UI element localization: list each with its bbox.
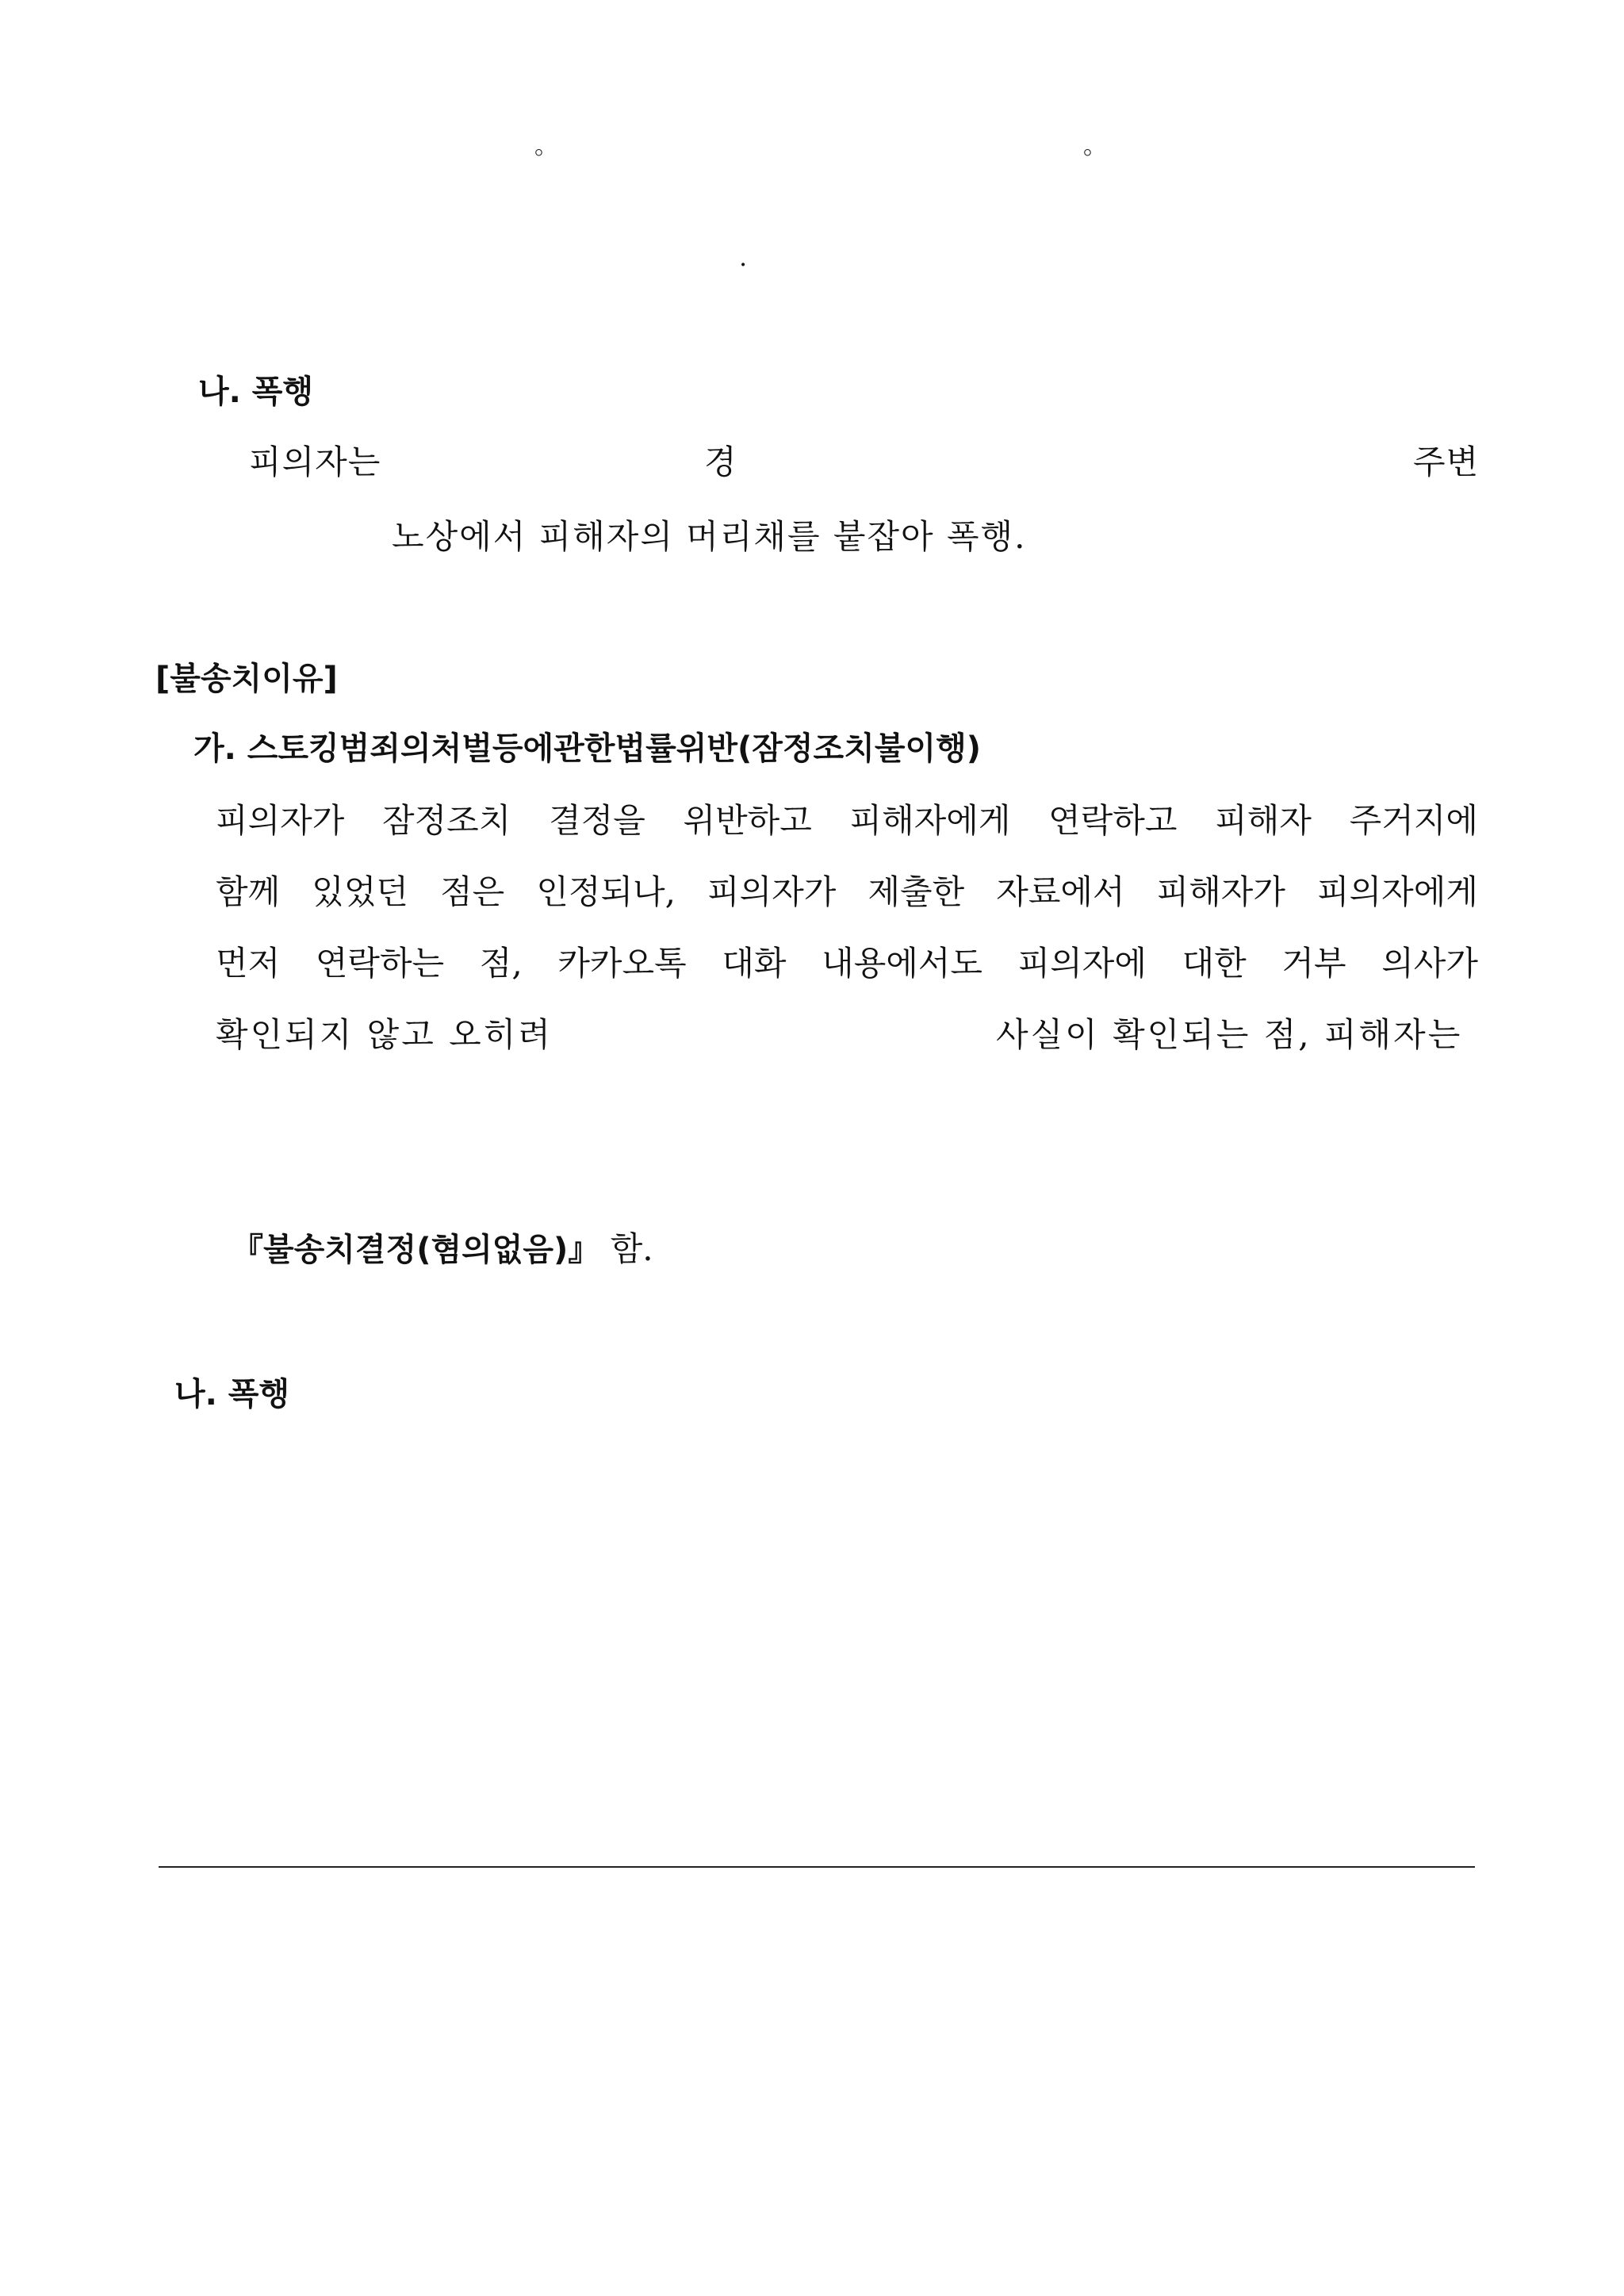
word: 내용에서도: [822, 944, 982, 983]
section-heading-assault: 나. 폭행: [198, 374, 314, 410]
reason-subheading: 가. 스토킹범죄의처벌등에관한법률위반(잠정조치불이행): [193, 730, 982, 767]
reason-line-4-end: 사실이 확인되는 점, 피해자는: [996, 1015, 1463, 1054]
section2-heading: 나. 폭행: [174, 1376, 290, 1412]
word: 제출한: [868, 872, 965, 911]
circle-mark-left: 。: [534, 132, 558, 160]
word: 주거지에: [1349, 801, 1478, 840]
word: 피의자가: [707, 872, 837, 911]
word: 의사가: [1381, 944, 1478, 983]
word: 잠정조치: [382, 801, 511, 840]
line2-text: 노상에서 피해자의 머리채를 붙잡아 폭행.: [392, 517, 1027, 556]
footer-divider: [159, 1866, 1475, 1868]
word: 함께: [216, 872, 281, 911]
word: 피해자가: [1156, 872, 1285, 911]
decision-line: [232, 1229, 653, 1268]
word: 피의자에: [1017, 944, 1147, 983]
word: 피해자: [1215, 801, 1312, 840]
word: 자료에서: [996, 872, 1125, 911]
line1-start: 피의자는: [249, 443, 381, 481]
word: 연락하는: [315, 944, 445, 983]
line1-mid: 경: [704, 443, 737, 481]
word: 피해자에게: [849, 801, 1011, 840]
word: 대한: [1182, 944, 1247, 983]
word: 점은: [440, 872, 505, 911]
word: 결정을: [549, 801, 645, 840]
word: 카카오톡: [557, 944, 687, 983]
word: 거부: [1281, 944, 1346, 983]
reason-line-4-start: 확인되지 않고 오히려: [216, 1015, 553, 1054]
word: 위반하고: [683, 801, 812, 840]
decision-tail: 함.: [610, 1229, 653, 1268]
reason-line-3: [216, 944, 1478, 983]
word: 점,: [479, 944, 523, 983]
reason-line-2: [216, 872, 1478, 911]
word: 먼저: [216, 944, 281, 983]
word: 있었던: [312, 872, 408, 911]
circle-mark-right: 。: [1083, 132, 1107, 160]
reason-line-1: [216, 801, 1478, 840]
dot-mark: .: [739, 242, 748, 272]
word: 대화: [722, 944, 787, 983]
word: 연락하고: [1048, 801, 1178, 840]
word: 인정되나,: [536, 872, 676, 911]
line1-end: 주변: [1413, 443, 1480, 481]
decision-bold: 『불송치결정(혐의없음)』: [232, 1232, 600, 1268]
reason-heading: [불송치이유]: [155, 661, 338, 697]
word: 피의자에게: [1317, 872, 1478, 911]
word: 피의자가: [216, 801, 345, 840]
